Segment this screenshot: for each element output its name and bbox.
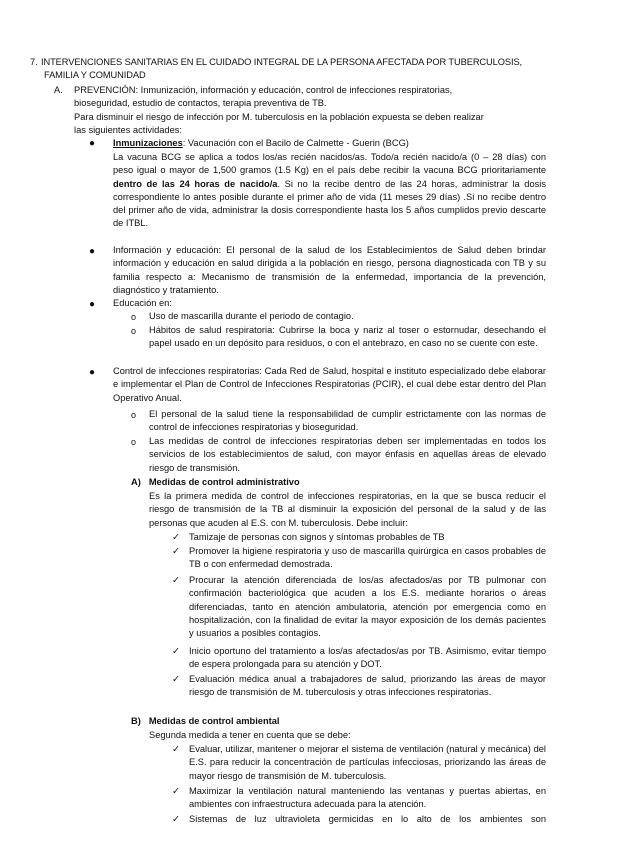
check-icon: ✓ [172,674,180,685]
check-icon: ✓ [172,744,180,755]
check-icon: ✓ [172,532,180,543]
bullet-icon: ● [89,367,96,378]
check-icon: ✓ [172,575,180,586]
check-icon: ✓ [172,814,180,825]
admin-item: Promover la higiene respiratoria y uso de mascarilla quirúrgica en casos probables de TB o con enfermedad demostrada. [189,546,546,570]
check-icon: ✓ [172,546,180,557]
bullet-icon: ● [89,299,96,310]
section-number: 7. [30,57,38,67]
bullet-informacion: Información y educación: El personal de la salud de los Establecimientos de Salud deben brindar información y educación en salud dirigida a la población en riesgo, persona diagnosticada con TB y su familia respecto a: Mecanismo de transmisión de la enfermedad, importancia de la prevención, diagnóstico y tratamiento. [113,245,546,295]
control-item: El personal de la salud tiene la responsabilidad de cumplir estrictamente con las normas de control de infecciones respiratorias y bioseguridad. [149,409,546,433]
bullet-inmunizaciones-body: La vacuna BCG se aplica a todos los/as recién nacidos/as. Todo/a recién nacido/a (0 – 28 días) con peso igual o mayor de 1,500 gramos (1.5 Kg) en el país debe recibir la vacuna BCG prioritariamente dentro de las 24 horas de nacido/a. Si no la recibe dentro de las 24 horas, administrar la dosis correspondiente lo antes posible durante el primer año de vida (11 meses 29 días) .Si no recibe dentro del primer año de vida, administrar la dosis correspondiente hasta los 5 años cumplidos previo descarte de ITBL. [113,152,546,229]
section-title-line1: INTERVENCIONES SANITARIAS EN EL CUIDADO INTEGRAL DE LA PERSONA AFECTADA POR TUBERCULOSIS, [41,57,523,67]
educacion-item: Uso de mascarilla durante el periodo de contagio. [149,311,354,321]
medidas-amb-intro: Segunda medida a tener en cuenta que se debe: [149,730,351,740]
subsection-a-title: A. PREVENCIÓN: Inmunización, información y educación, control de infecciones respiratorias, bioseguridad, estudio de contactos, terapia preventiva de TB. [54,85,453,109]
bullet-control: Control de infecciones respiratorias: Cada Red de Salud, hospital e instituto especializado debe elaborar e implementar el Plan de Control de Infecciones Respiratorias (PCIR), el cual debe estar dentro del Plan Operativo Anual. [113,366,546,403]
control-item: Las medidas de control de infecciones respiratorias deben ser implementadas en todos los servicios de los establecimientos de salud, con mayor énfasis en aquellas áreas de elevado riesgo de transmisión. [149,436,546,473]
subsection-a-label: A. [54,85,63,95]
medidas-admin-intro: Es la primera medida de control de infecciones respiratorias, en la que se busca reducir el riesgo de transmisión de la TB al disminuir la exposición del personal de la salud y de las personas que acuden al E.S. con M. tuberculosis. Debe incluir: [149,491,546,528]
circle-bullet-icon: o [131,312,137,322]
amb-item: Evaluar, utilizar, mantener o mejorar el sistema de ventilación (natural y mecánica) del E.S. para reducir la concentración de partículas infecciosas, priorizando las áreas de mayor riesgo de transmisión de M. tuberculosis. [189,744,546,781]
bullet-icon: ● [89,246,96,257]
amb-item: Maximizar la ventilación natural manteniendo las ventanas y puertas abiertas, en ambientes con infraestructura adecuada para la atención. [189,786,546,810]
circle-bullet-icon: o [131,410,137,420]
section-title-line2: FAMILIA Y COMUNIDAD [44,70,146,81]
bullet-inmunizaciones-title: Inmunizaciones: Vacunación con el Bacilo de Calmette - Guerin (BCG) [113,138,409,148]
medidas-amb-heading: B) Medidas de control ambiental [131,716,280,726]
admin-item: Evaluación médica anual a trabajadores de salud, priorizando las áreas de mayor riesgo de transmisión de M. tuberculosis y otras infecciones respiratorias. [189,674,546,698]
medidas-admin-heading: A) Medidas de control administrativo [131,477,300,487]
circle-bullet-icon: o [131,326,137,336]
admin-item: Procurar la atención diferenciada de los/as afectados/as por TB pulmonar con confirmación bacteriológica que acuden a los E.S. mediante horarios o áreas diferenciadas, tanto en atención ambulatoria, atención por emergencia como en hospitalización, con la finalidad de evitar la mayor exposición de los demás pacientes y usuarios a posibles contagios. [189,575,546,639]
subsection-a-intro-2: las siguientes actividades: [74,125,183,135]
admin-item: Tamizaje de personas con signos y síntomas probables de TB [189,532,445,542]
subsection-a-intro-1: Para disminuir el riesgo de infección por M. tuberculosis en la población expuesta se deben realizar [74,112,484,122]
amb-item: Sistemas de luz ultravioleta germicidas en lo alto de los ambientes son [189,814,546,824]
educacion-item: Hábitos de salud respiratoria: Cubrirse la boca y nariz al toser o estornudar, desechando el papel usado en un depósito para residuos, o con el antebrazo, en caso no se cuente con este. [149,325,546,349]
check-icon: ✓ [172,786,180,797]
admin-item: Inicio oportuno del tratamiento a los/as afectados/as por TB. Asimismo, evitar tiempo de espera prolongada para su atención y DOT. [189,646,546,670]
bullet-educacion-title: Educación en: [113,298,172,308]
circle-bullet-icon: o [131,437,137,447]
check-icon: ✓ [172,646,180,657]
bullet-icon: ● [89,138,96,149]
section-heading [30,56,590,83]
